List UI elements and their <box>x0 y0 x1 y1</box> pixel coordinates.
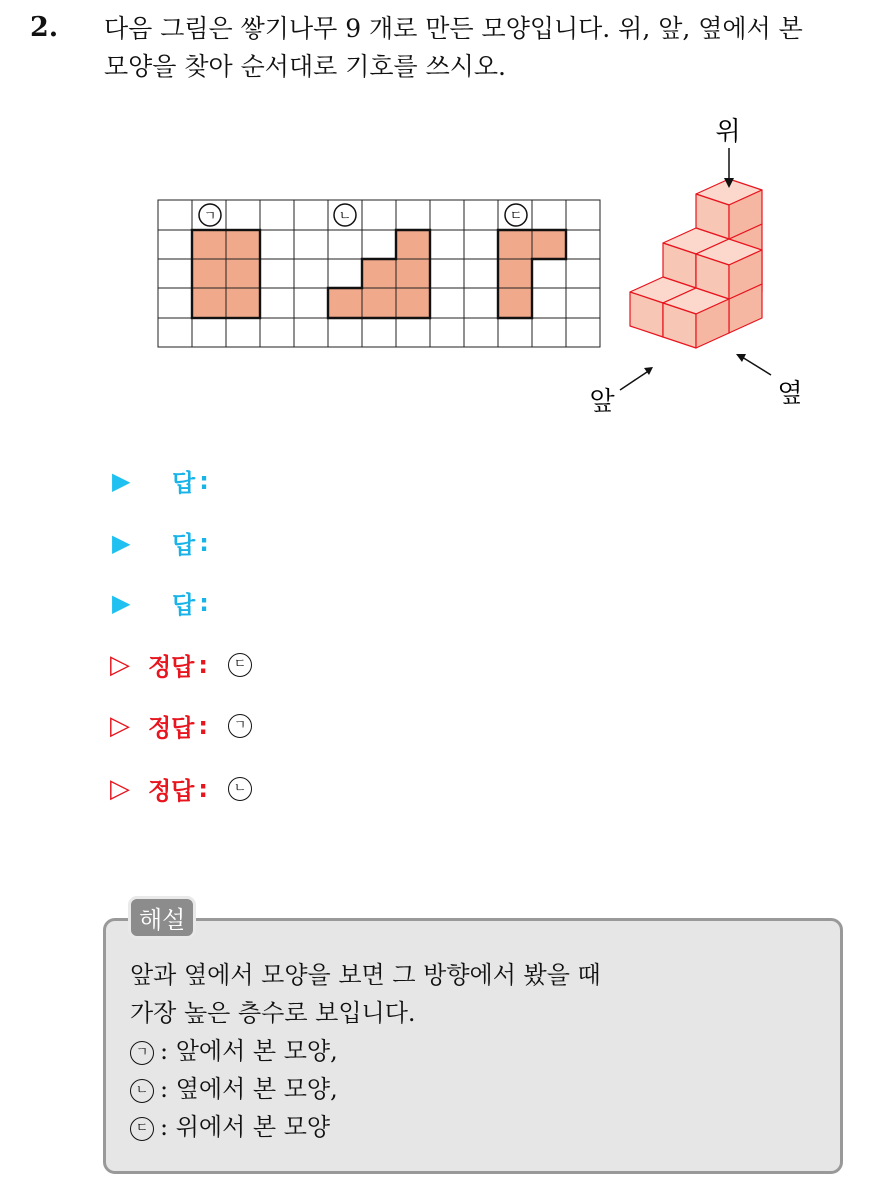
svg-text:ㄱ: ㄱ <box>203 209 217 224</box>
svg-text:ㄴ: ㄴ <box>338 209 352 224</box>
answer-line-1 <box>112 463 209 498</box>
answer-colon: : <box>199 528 209 557</box>
explanation-item-2 <box>130 1070 601 1108</box>
correct-value: ㄴ <box>228 777 252 801</box>
correct-answer-3 <box>110 771 252 806</box>
correct-answer-1 <box>110 647 252 682</box>
view-top <box>715 117 740 188</box>
play-icon: ▶ <box>112 466 131 495</box>
play-icon: ▶ <box>112 528 131 557</box>
figure <box>150 108 830 418</box>
cube-stack <box>630 179 762 348</box>
outline-triangle-icon: ▷ <box>110 710 130 741</box>
grid-panel <box>158 200 600 347</box>
explanation-item-text: : 앞에서 본 모양, <box>160 1037 338 1065</box>
correct-colon: : <box>198 711 208 740</box>
correct-label: 정답 <box>148 777 195 805</box>
view-front <box>589 367 653 417</box>
correct-value: ㄷ <box>228 653 252 677</box>
shape-b <box>328 230 430 318</box>
correct-colon: : <box>198 650 208 679</box>
explanation-text <box>130 956 601 1146</box>
grid-label-b <box>334 204 356 226</box>
question-text <box>104 10 874 86</box>
outline-triangle-icon: ▷ <box>110 649 130 680</box>
correct-answer-2 <box>110 708 252 743</box>
mark-b: ㄴ <box>130 1079 154 1103</box>
play-icon: ▶ <box>112 588 131 617</box>
answer-colon: : <box>199 588 209 617</box>
explanation-line-2: 가장 높은 층수로 보입니다. <box>130 999 416 1027</box>
explanation-item-text: : 옆에서 본 모양, <box>160 1075 338 1103</box>
answer-label: 답 <box>172 591 196 619</box>
correct-value: ㄱ <box>228 714 252 738</box>
view-side <box>736 354 803 409</box>
answer-line-2 <box>112 525 209 560</box>
answer-label: 답 <box>172 469 196 497</box>
correct-colon: : <box>198 774 208 803</box>
mark-c: ㄷ <box>130 1117 154 1141</box>
outline-triangle-icon: ▷ <box>110 773 130 804</box>
mark-a: ㄱ <box>130 1041 154 1065</box>
question-number: 2. <box>30 12 59 43</box>
svg-text:옆: 옆 <box>777 379 803 409</box>
question-line-1: 다음 그림은 쌓기나무 9 개로 만든 모양입니다. 위, 앞, 옆에서 본 <box>104 14 803 43</box>
svg-text:위: 위 <box>715 117 741 147</box>
explanation-line-1: 앞과 옆에서 모양을 보면 그 방향에서 봤을 때 <box>130 961 601 989</box>
answer-line-3 <box>112 585 209 620</box>
svg-text:앞: 앞 <box>589 387 615 417</box>
correct-label: 정답 <box>148 653 195 681</box>
grid-label-a <box>199 204 221 226</box>
svg-text:ㄷ: ㄷ <box>509 209 523 224</box>
grid-label-c <box>505 204 527 226</box>
explanation-item-3 <box>130 1108 601 1146</box>
explanation-item-1 <box>130 1032 601 1070</box>
correct-label: 정답 <box>148 714 195 742</box>
explanation-tag: 해설 <box>128 896 196 939</box>
answer-label: 답 <box>172 531 196 559</box>
explanation-item-text: : 위에서 본 모양 <box>160 1113 331 1141</box>
answer-colon: : <box>199 466 209 495</box>
question-line-2: 모양을 찾아 순서대로 기호를 쓰시오. <box>104 52 506 81</box>
